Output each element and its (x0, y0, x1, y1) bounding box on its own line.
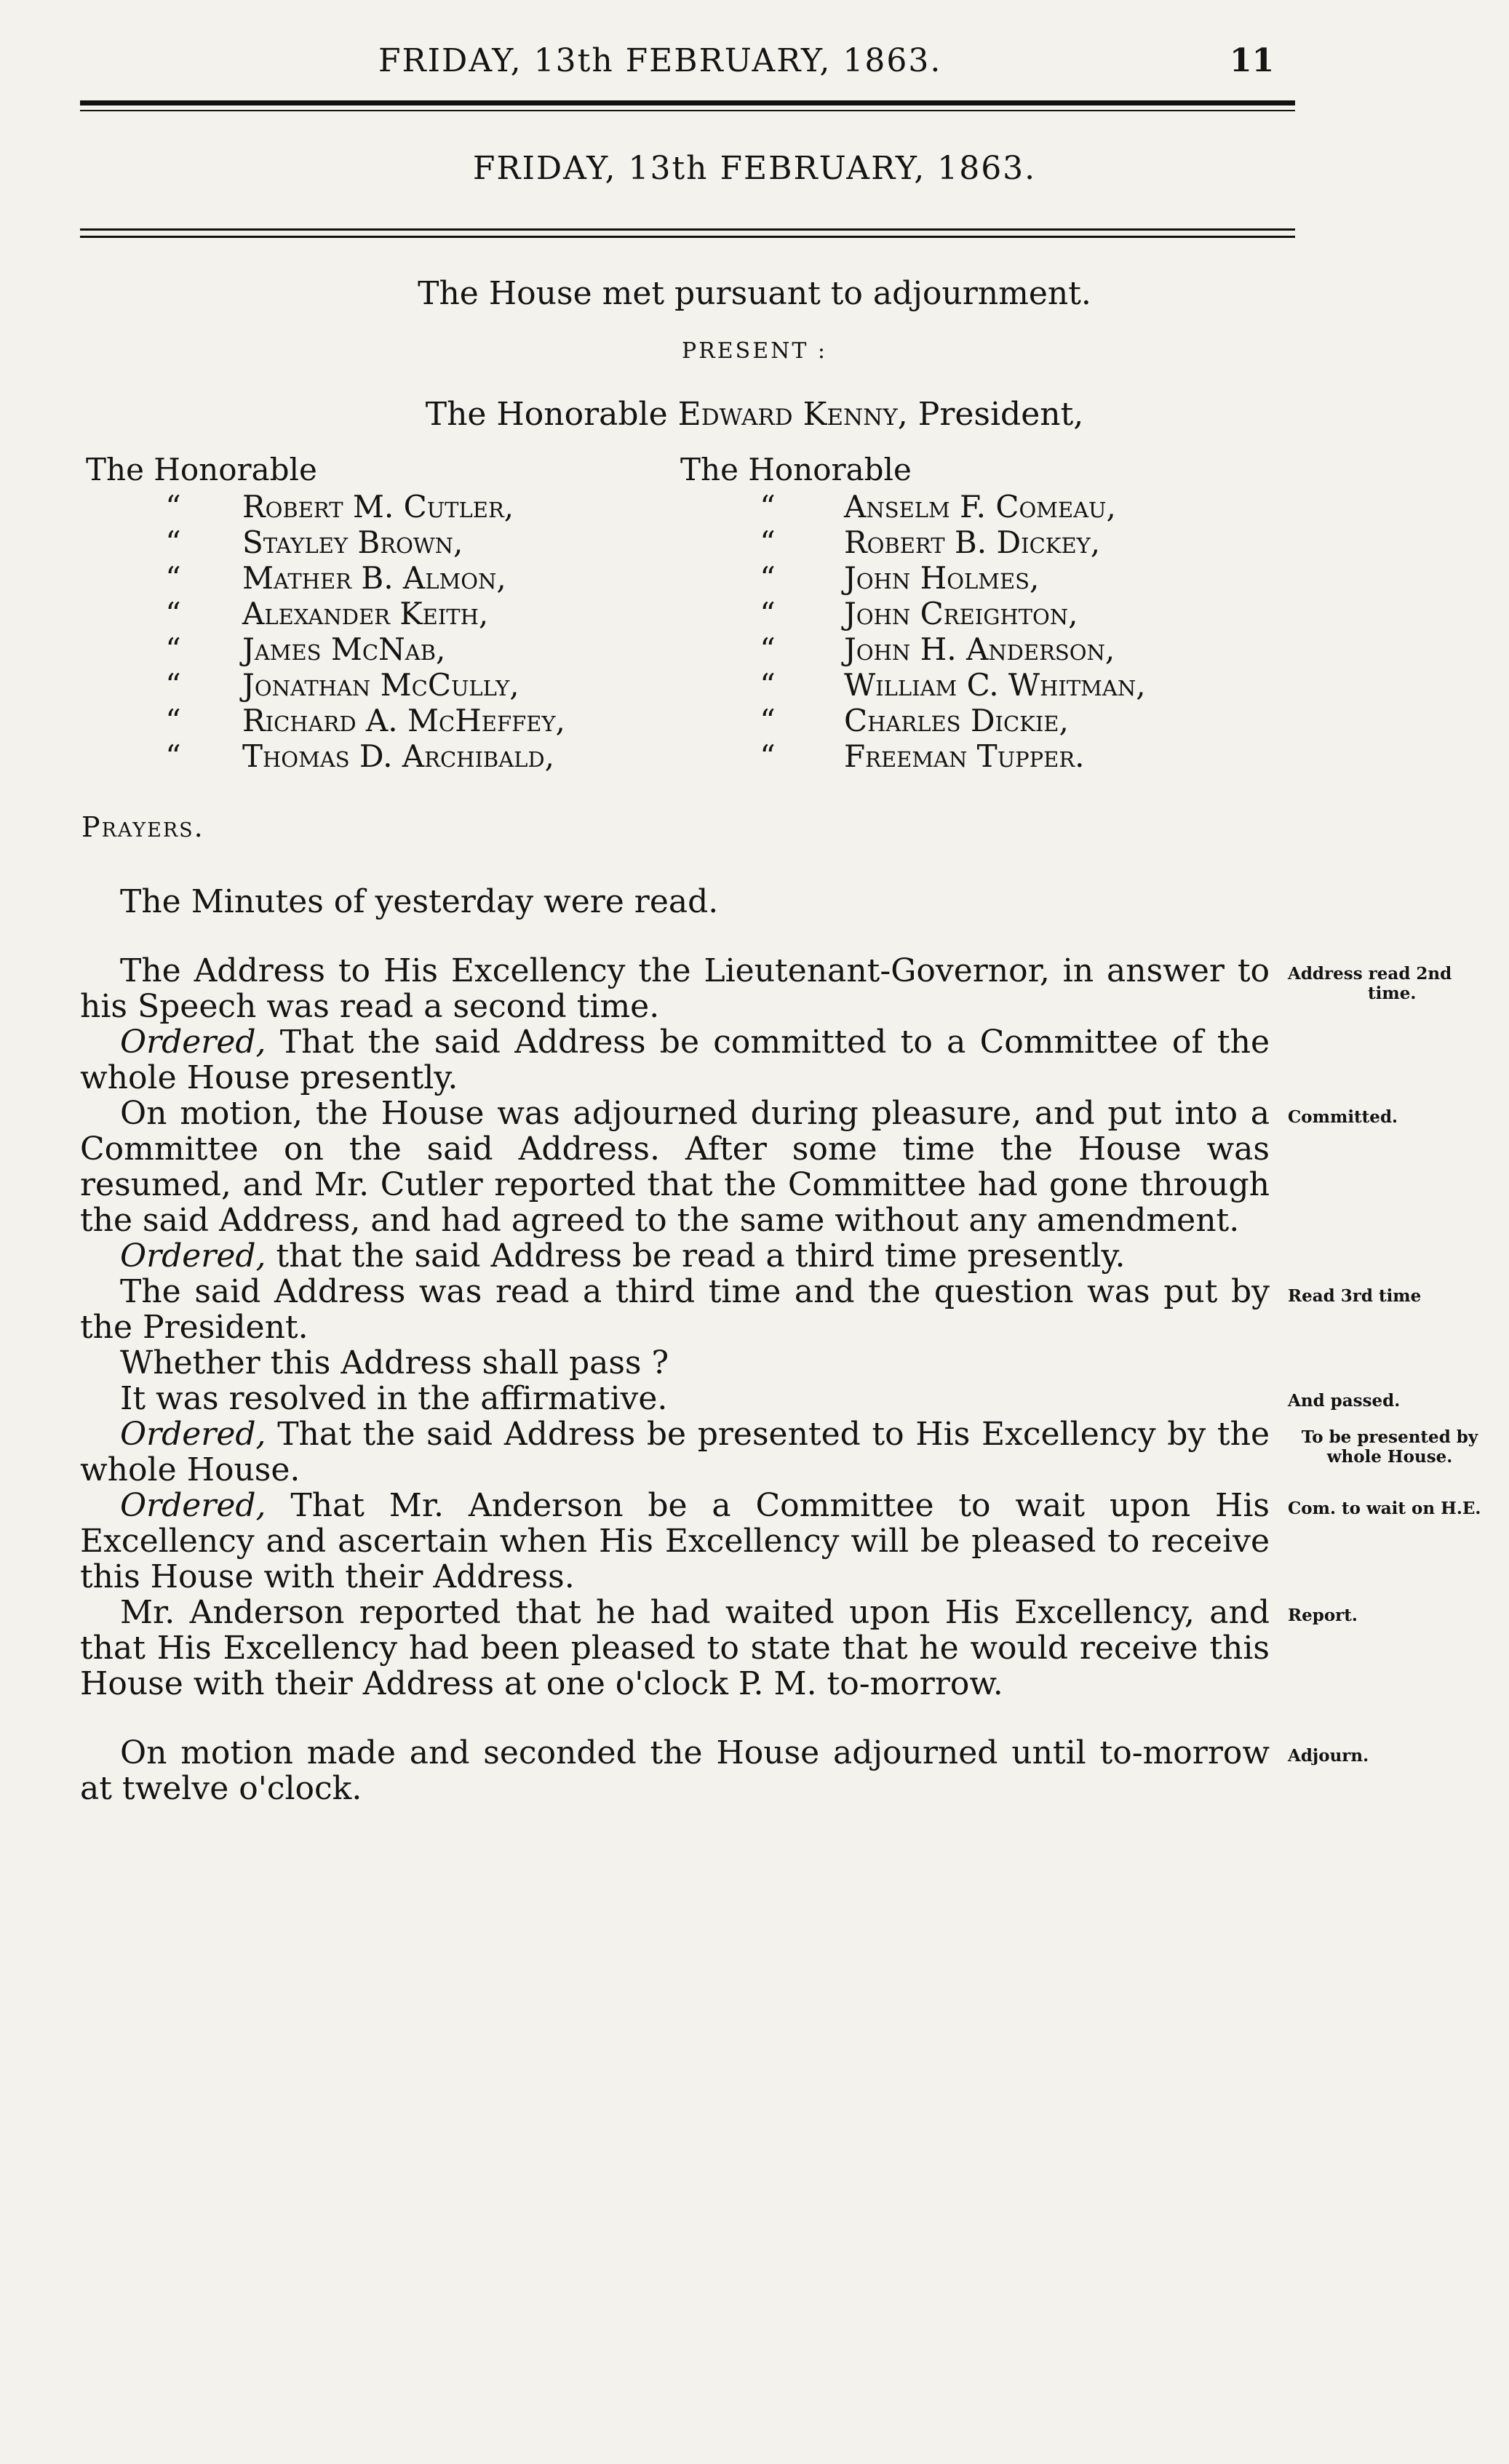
ordered-third-paragraph (80, 1238, 1270, 1274)
ditto-mark: “ (760, 525, 776, 560)
member-name: John H. Anderson, (844, 631, 1115, 667)
member-name: William C. Whitman, (844, 667, 1146, 703)
address-read-paragraph (80, 953, 1270, 1024)
ordered-label: Ordered, (120, 1416, 266, 1453)
member-name: Robert B. Dickey, (844, 525, 1101, 560)
whether-text: Whether this Address shall pass ? (120, 1344, 669, 1381)
ditto-mark: “ (165, 738, 181, 774)
member-row (680, 667, 1146, 703)
member-name: James McNab, (242, 631, 446, 667)
ditto-mark: “ (760, 667, 776, 703)
member-row (86, 631, 446, 667)
adjourn-text: On motion made and seconded the House adjourned until to-morrow at twelve o'clock. (80, 1734, 1270, 1807)
member-name: Mather B. Almon, (242, 560, 506, 596)
ordered-wait-text: That Mr. Anderson be a Committee to wait upon His Excellency and ascertain when His Excellency will be pleased to receive this House with their Address. (80, 1487, 1270, 1595)
member-name: Alexander Keith, (242, 596, 489, 631)
member-row (86, 525, 463, 560)
margin-note-report: Report. (1288, 1606, 1358, 1625)
ditto-mark: “ (165, 489, 181, 525)
date-rule-lower (80, 236, 1295, 238)
ordered-presented-text: That the said Address be presented to His Excellency by the whole House. (80, 1416, 1270, 1488)
member-row (680, 596, 1078, 631)
member-row (680, 738, 1085, 774)
ditto-mark: “ (760, 560, 776, 596)
member-row (680, 489, 1116, 525)
third-time-text: The said Address was read a third time and the question was put by the President. (80, 1273, 1270, 1346)
ordered-wait-paragraph (80, 1488, 1270, 1595)
ordered-committed-paragraph (80, 1024, 1270, 1096)
header-rule-thin (80, 110, 1295, 111)
member-row (86, 560, 506, 596)
met-line: The House met pursuant to adjournment. (418, 275, 1091, 312)
minutes-paragraph (80, 884, 1270, 920)
margin-note-address-read (1288, 964, 1506, 1003)
report-paragraph (80, 1595, 1270, 1702)
resolved-paragraph (80, 1381, 1270, 1416)
member-name: John Creighton, (844, 596, 1078, 631)
ditto-mark: “ (165, 596, 181, 631)
member-row (680, 631, 1115, 667)
adjourn-paragraph (80, 1735, 1270, 1806)
running-head (0, 42, 1509, 93)
margin-note-passed: And passed. (1288, 1391, 1401, 1411)
page-number: 11 (1230, 42, 1275, 79)
ordered-third-text: that the said Address be read a third time presently. (266, 1237, 1126, 1275)
member-name: Thomas D. Archibald, (242, 738, 555, 774)
member-row (86, 596, 489, 631)
members-left-column (86, 451, 565, 774)
member-row (680, 525, 1101, 560)
margin-note-line: To be presented by (1301, 1427, 1478, 1447)
margin-note-line: whole House. (1326, 1447, 1453, 1467)
ditto-mark: “ (760, 738, 776, 774)
minutes-text: The Minutes of yesterday were read. (120, 883, 719, 920)
ditto-mark: “ (165, 525, 181, 560)
ordered-presented-paragraph (80, 1416, 1270, 1488)
whether-paragraph (80, 1345, 1270, 1381)
ditto-mark: “ (760, 631, 776, 667)
margin-note-line: time. (1368, 984, 1417, 1003)
ordered-label: Ordered, (120, 1024, 266, 1061)
present-label: PRESENT : (681, 338, 828, 364)
members-right-column (680, 451, 1146, 774)
president-suffix: , President, (897, 396, 1084, 433)
margin-note-presented (1288, 1427, 1492, 1467)
president-name: Edward Kenny (677, 396, 898, 433)
resolved-text: It was resolved in the affirmative. (120, 1380, 668, 1417)
ordered-label: Ordered, (120, 1237, 266, 1275)
member-row (86, 667, 519, 703)
member-row (86, 489, 514, 525)
prayers-label: Prayers. (81, 811, 204, 843)
ordered-label: Ordered, (120, 1487, 266, 1524)
president-line (0, 396, 1509, 433)
member-name: Freeman Tupper. (844, 738, 1085, 774)
margin-note-read-third: Read 3rd time (1288, 1286, 1422, 1306)
ditto-mark: “ (165, 703, 181, 738)
on-motion-text: On motion, the House was adjourned during pleasure, and put into a Committee on the said Address. After some time the House was resumed, and Mr. Cutler reported that the Committee had gone through the said Address, and had agreed to the same without any amendment. (80, 1095, 1270, 1239)
report-text: Mr. Anderson reported that he had waited upon His Excellency, and that His Excellency had been pleased to state that he would receive this House with their Address at one o'clock P. M. to-morrow. (80, 1594, 1270, 1702)
member-row (86, 703, 565, 738)
member-name: Stayley Brown, (242, 525, 463, 560)
ditto-mark: “ (165, 667, 181, 703)
third-time-paragraph (80, 1274, 1270, 1345)
running-head-title: FRIDAY, 13th FEBRUARY, 1863. (378, 42, 942, 79)
margin-note-line: Address read 2nd (1288, 964, 1452, 984)
date-rule-upper (80, 228, 1295, 231)
margin-note-committed: Committed. (1288, 1107, 1398, 1127)
ditto-mark: “ (760, 489, 776, 525)
ditto-mark: “ (165, 560, 181, 596)
member-name: Robert M. Cutler, (242, 489, 514, 525)
member-name: Jonathan McCully, (242, 667, 519, 703)
member-row (86, 738, 555, 774)
address-read-text: The Address to His Excellency the Lieutenant-Governor, in answer to his Speech was read a second time. (80, 952, 1270, 1025)
date-heading: FRIDAY, 13th FEBRUARY, 1863. (472, 150, 1037, 187)
member-name: Charles Dickie, (844, 703, 1069, 738)
ordered-committed-text: That the said Address be committed to a Committee of the whole House presently. (80, 1024, 1270, 1096)
members-left-heading: The Honorable (86, 452, 317, 487)
header-rule-thick (80, 100, 1295, 105)
ditto-mark: “ (760, 703, 776, 738)
on-motion-paragraph (80, 1096, 1270, 1238)
member-row (680, 703, 1069, 738)
members-right-heading: The Honorable (680, 452, 912, 487)
member-name: John Holmes, (844, 560, 1040, 596)
member-name: Richard A. McHeffey, (242, 703, 565, 738)
ditto-mark: “ (760, 596, 776, 631)
margin-note-adjourn: Adjourn. (1288, 1746, 1369, 1766)
ditto-mark: “ (165, 631, 181, 667)
margin-note-com-wait: Com. to wait on H.E. (1288, 1499, 1481, 1518)
member-name: Anselm F. Comeau, (844, 489, 1116, 525)
member-row (680, 560, 1040, 596)
president-prefix: The Honorable (425, 396, 668, 433)
